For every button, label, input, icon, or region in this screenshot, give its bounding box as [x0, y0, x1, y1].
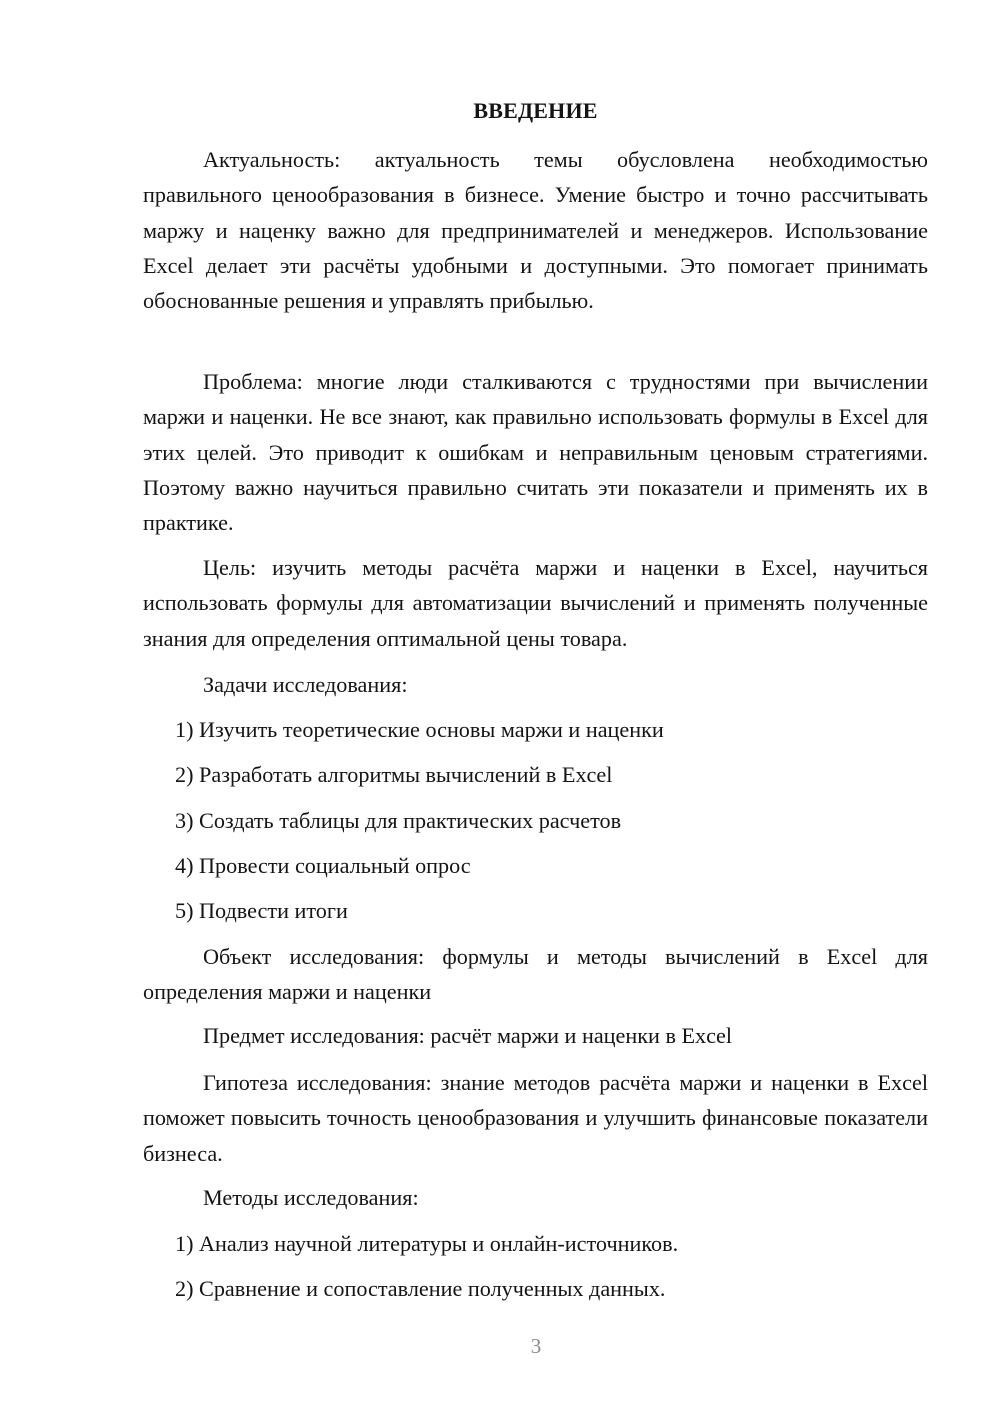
method-item: 1) Анализ научной литературы и онлайн-источников. — [175, 1231, 679, 1256]
tasks-label: Задачи исследования: — [203, 672, 408, 697]
task-item: 2) Разработать алгоритмы вычислений в Excel — [175, 762, 613, 787]
methods-label: Методы исследования: — [203, 1185, 419, 1210]
section-heading: ВВЕДЕНИЕ — [473, 98, 598, 123]
paragraph-hypothesis: Гипотеза исследования: знание методов расчёта маржи и наценки в Excel поможет повысить точность ценообразования и улучшить финансовые показатели бизнеса. — [143, 1070, 928, 1166]
task-item: 3) Создать таблицы для практических расчетов — [175, 808, 622, 833]
task-item: 1) Изучить теоретические основы маржи и наценки — [175, 717, 664, 742]
paragraph-goal: Цель: изучить методы расчёта маржи и наценки в Excel, научиться использовать формулы для автоматизации вычислений и применять полученные знания для определения оптимальной цены товара. — [143, 555, 928, 651]
paragraph-relevance: Актуальность: актуальность темы обусловлена необходимостью правильного ценообразования в бизнесе. Умение быстро и точно рассчитывать маржу и наценку важно для предпринимателей и менеджеров. Использование Excel делает эти расчёты удобными и доступными. Это помогает принимать обоснованные решения и управлять прибылью. — [143, 147, 928, 314]
paragraph-subject: Предмет исследования: расчёт маржи и наценки в Excel — [203, 1023, 733, 1048]
paragraph-object: Объект исследования: формулы и методы вычислений в Excel для определения маржи и наценки — [143, 944, 928, 1005]
page-number: 3 — [530, 1334, 542, 1358]
task-item: 5) Подвести итоги — [175, 898, 348, 923]
task-item: 4) Провести социальный опрос — [175, 853, 471, 878]
method-item: 2) Сравнение и сопоставление полученных данных. — [175, 1276, 666, 1301]
paragraph-problem: Проблема: многие люди сталкиваются с трудностями при вычислении маржи и наценки. Не все знают, как правильно использовать формулы в Excel для этих целей. Это приводит к ошибкам и неправильным ценовым стратегиями. Поэтому важно научиться правильно считать эти показатели и применять их в практике. — [143, 369, 928, 536]
